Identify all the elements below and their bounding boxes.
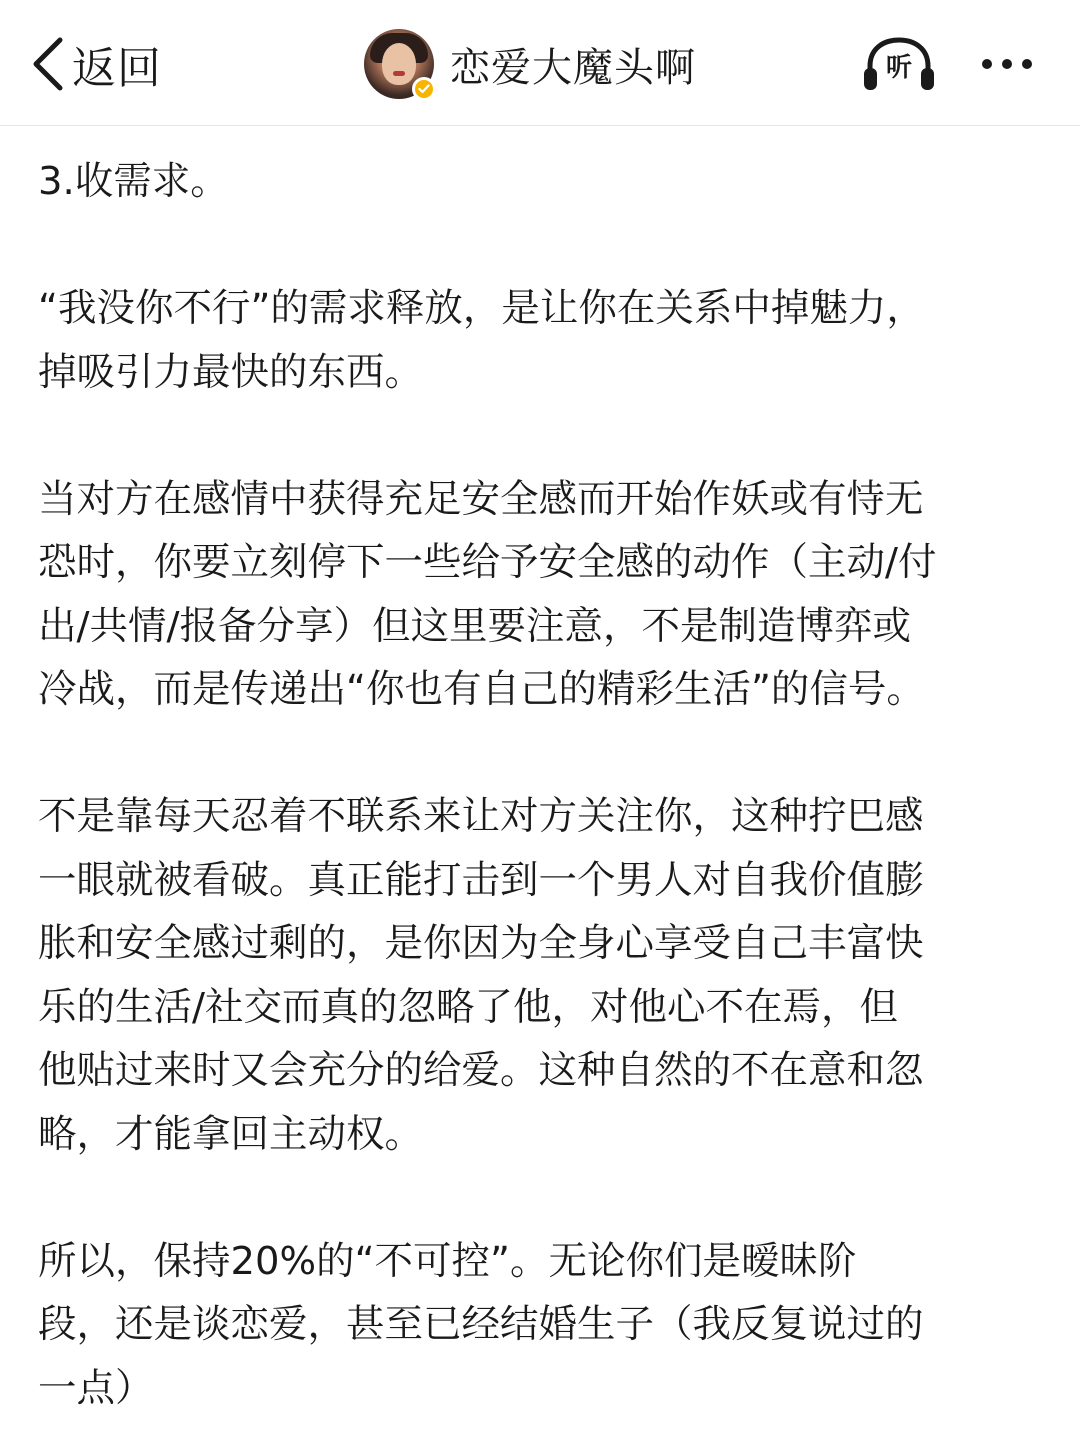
listen-button[interactable] — [862, 36, 936, 94]
more-dots-icon — [1022, 59, 1032, 69]
text-line: 不是靠每天忍着不联系来让对方关注你，这种拧巴感 — [38, 794, 924, 839]
text-line: 恐时，你要立刻停下一些给予安全感的动作（主动/付 — [38, 540, 937, 585]
more-dots-icon — [982, 59, 992, 69]
text-line: 段，还是谈恋爱，甚至已经结婚生子（我反复说过的 — [38, 1302, 924, 1347]
author-profile[interactable] — [364, 28, 696, 100]
paragraph — [38, 468, 1038, 722]
paragraph — [38, 150, 1038, 214]
paragraph-gap — [38, 722, 1038, 786]
paragraph — [38, 277, 1038, 404]
more-dots-icon — [1002, 59, 1012, 69]
text-line: 3.收需求。 — [38, 159, 229, 204]
paragraph-gap — [38, 214, 1038, 278]
paragraph — [38, 1230, 1038, 1421]
text-line: 出/共情/报备分享）但这里要注意，不是制造博弈或 — [38, 603, 911, 649]
text-line: 冷战，而是传递出“你也有自己的精彩生活”的信号。 — [38, 667, 925, 712]
text-line: 掉吸引力最快的东西。 — [38, 349, 424, 395]
back-button[interactable] — [30, 28, 162, 100]
article-body — [38, 150, 1038, 1420]
navigation-bar — [0, 0, 1080, 126]
text-line: “我没你不行”的需求释放，是让你在关系中掉魅力， — [38, 286, 925, 331]
text-line: 略，才能拿回主动权。 — [38, 1111, 424, 1157]
listen-label: 听 — [885, 53, 912, 83]
text-line: 他贴过来时又会充分的给爱。这种自然的不在意和忽 — [38, 1048, 924, 1093]
avatar[interactable] — [364, 29, 434, 99]
paragraph-gap — [38, 1166, 1038, 1230]
text-line: 当对方在感情中获得充足安全感而开始作妖或有恃无 — [38, 476, 924, 522]
avatar-face — [382, 43, 416, 85]
more-button[interactable] — [972, 44, 1042, 84]
back-label: 返回 — [72, 43, 162, 94]
text-line: 所以，保持20%的“不可控”。无论你们是暧昧阶 — [38, 1238, 857, 1284]
paragraph — [38, 785, 1038, 1166]
verified-badge-icon — [412, 77, 436, 101]
paragraph-gap — [38, 404, 1038, 468]
text-line: 乐的生活/社交而真的忽略了他，对他心不在焉，但 — [38, 984, 898, 1030]
text-line: 一眼就被看破。真正能打击到一个男人对自我价值膨 — [38, 857, 924, 903]
text-line: 一点） — [38, 1365, 154, 1411]
avatar-lips — [393, 71, 405, 76]
text-line: 胀和安全感过剩的，是你因为全身心享受自己丰富快 — [38, 921, 924, 966]
chevron-left-icon — [30, 36, 66, 92]
author-name[interactable]: 恋爱大魔头啊 — [450, 44, 696, 91]
